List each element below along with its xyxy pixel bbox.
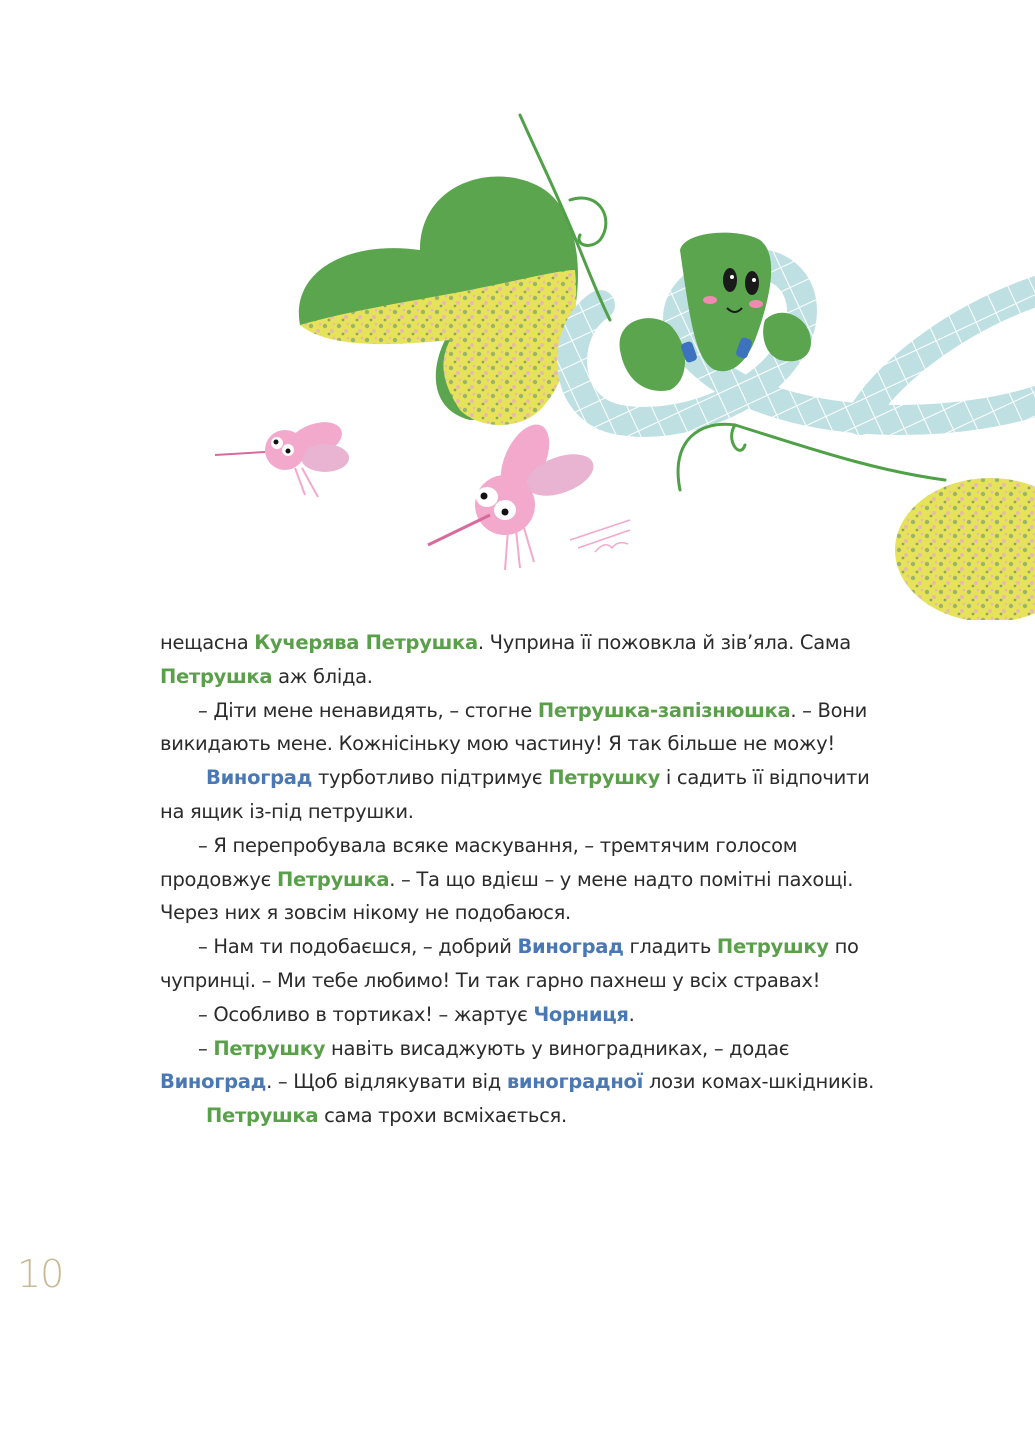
character-blueberry: Чорниця bbox=[533, 1002, 629, 1026]
character-grape: Виноград bbox=[206, 766, 313, 790]
paragraph-7: – Петрушку навіть висаджують у виноградниках, – додає Виноград. – Щоб відлякувати від виноградної лози комах-шкідників. bbox=[160, 1036, 875, 1094]
paragraph-2: – Діти мене ненавидять, – стогне Петрушка-запізнюшка. – Вони викидають мене. Кожнісіньку мою частину! Я так більше не можу! bbox=[160, 698, 868, 756]
character-parsley: Петрушка bbox=[206, 1104, 319, 1128]
motion-lines bbox=[570, 520, 630, 552]
character-parsley: Петрушка bbox=[160, 664, 273, 688]
paragraph-5: – Нам ти подобаєшся, – добрий Виноград гладить Петрушку по чупринці. – Ми тебе любимо! Ти так гарно пахнеш у всіх стравах! bbox=[160, 935, 859, 992]
character-parsley: Петрушку bbox=[716, 935, 829, 959]
character-parsley: Кучерява Петрушка bbox=[254, 631, 478, 654]
grape-word: виноградної bbox=[506, 1070, 644, 1094]
parsley-leaf-left bbox=[299, 177, 578, 426]
paragraph-8: Петрушка сама трохи всміхається. bbox=[206, 1104, 567, 1128]
character-parsley: Петрушка-запізнюшка bbox=[537, 698, 791, 722]
eye-right bbox=[745, 271, 759, 295]
story-text bbox=[160, 626, 882, 1133]
paragraph-3: Виноград турботливо підтримує Петрушку і садить її відпочити на ящик із-під петрушки. bbox=[160, 766, 870, 823]
character-parsley: Петрушка bbox=[276, 867, 390, 891]
paragraph-4: – Я перепробувала всяке маскування, – тремтячим голосом продовжує Петрушка. – Та що вдієш – у мене надто помітні пахощі. Через них я зовсім нікому не подобаюся. bbox=[160, 833, 854, 925]
character-grape: Виноград bbox=[517, 935, 624, 959]
story-illustration bbox=[0, 0, 1035, 620]
paragraph-6: – Особливо в тортиках! – жартує Чорниця. bbox=[198, 1002, 635, 1026]
page-number: 10 bbox=[17, 1252, 64, 1296]
mosquito-small bbox=[215, 415, 349, 497]
paragraph-1: нещасна Кучерява Петрушка. Чуприна її пожовкла й зів’яла. Сама Петрушка аж бліда. bbox=[160, 631, 851, 688]
character-parsley: Петрушку bbox=[548, 766, 661, 790]
character-grape: Виноград bbox=[160, 1070, 267, 1094]
cheek-left bbox=[703, 296, 717, 304]
parsley-leaf-right bbox=[895, 478, 1035, 620]
eye-left bbox=[723, 268, 737, 292]
cheek-right bbox=[749, 300, 763, 308]
character-parsley: Петрушку bbox=[213, 1036, 326, 1060]
mosquito-large bbox=[428, 417, 599, 570]
